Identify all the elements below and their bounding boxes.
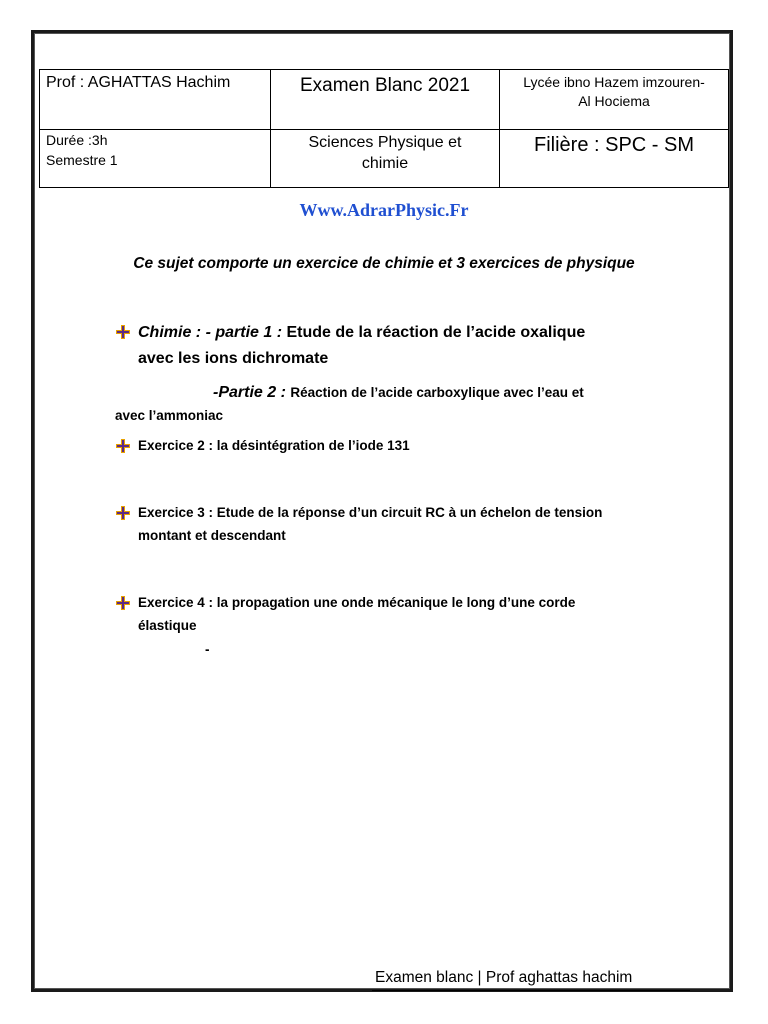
- cross-bullet-icon: [115, 505, 131, 521]
- cross-bullet-icon: [115, 324, 131, 340]
- prof-name: Prof : AGHATTAS Hachim: [46, 74, 231, 91]
- filiere-cell: [500, 130, 729, 188]
- header-table: [39, 69, 729, 188]
- chimie-text-line2: avec les ions dichromate: [138, 350, 329, 367]
- lycee-cell: [500, 70, 729, 130]
- cross-bullet-icon: [115, 438, 131, 454]
- partie2-text-line1: Réaction de l’acide carboxylique avec l’eau et: [290, 385, 584, 400]
- exercice3-line2: montant et descendant: [138, 528, 286, 543]
- duration: Durée :3h: [46, 132, 108, 148]
- footer-text: Examen blanc | Prof aghattas hachim: [375, 969, 633, 986]
- filiere: Filière : SPC - SM: [533, 134, 695, 156]
- exam-title-cell: [271, 70, 500, 130]
- subject-line2: chimie: [361, 155, 409, 172]
- partie2-text-line2: avec l’ammoniac: [115, 408, 224, 423]
- exercice4-line2: élastique: [138, 618, 197, 633]
- exercice3-line1: Exercice 3 : Etude de la réponse d’un circuit RC à un échelon de tension: [138, 505, 603, 520]
- cross-bullet-icon: [115, 595, 131, 611]
- chimie-label: Chimie : - partie 1 :: [138, 324, 283, 341]
- partie2-label: -Partie 2 :: [213, 384, 286, 401]
- prof-cell: [40, 70, 271, 130]
- intro-text: Ce sujet comporte un exercice de chimie et 3 exercices de physique: [133, 255, 635, 272]
- exam-title: Examen Blanc 2021: [299, 75, 471, 96]
- exercice4-line1: Exercice 4 : la propagation une onde mécanique le long d’une corde: [138, 595, 576, 610]
- chimie-text-line1: Etude de la réaction de l’acide oxalique: [286, 324, 586, 341]
- semester: Semestre 1: [46, 152, 118, 168]
- partie2-line: [213, 384, 584, 402]
- footer-divider: [372, 990, 690, 991]
- lycee-line2: Al Hociema: [578, 93, 650, 109]
- website-link[interactable]: Www.AdrarPhysic.Fr: [299, 200, 469, 220]
- chimie-line1: [138, 324, 585, 342]
- lycee-line1: Lycée ibno Hazem imzouren-: [523, 74, 705, 90]
- subject-cell: [271, 130, 500, 188]
- duration-cell: [40, 130, 271, 188]
- subject-line1: Sciences Physique et: [308, 134, 462, 151]
- exercice2: Exercice 2 : la désintégration de l’iode 131: [138, 438, 410, 453]
- stray-dash: -: [205, 642, 210, 657]
